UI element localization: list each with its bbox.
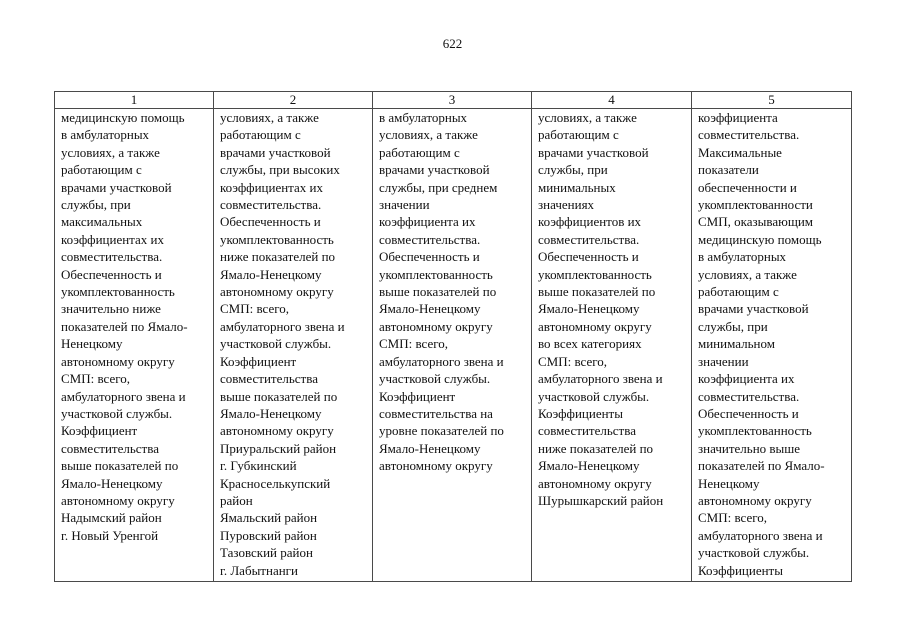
cell-text-line: Ямальский район <box>220 510 318 526</box>
cell-text-line: Ненецкому <box>61 336 123 352</box>
cell-text-line: укомплектованность <box>61 284 175 300</box>
cell-text-line: автономному округу <box>379 318 493 334</box>
cell-text-line: выше показателей по <box>538 284 656 300</box>
cell-text-line: значительно выше <box>698 440 801 456</box>
cell-text-line: Приуральский район <box>220 440 337 456</box>
table-cell-col-2 <box>214 109 373 582</box>
cell-text-line: г. Новый Уренгой <box>61 527 159 543</box>
cell-text-line: амбулаторного звена и <box>379 353 504 369</box>
cell-text-line: укомплектованность <box>698 423 812 439</box>
cell-text-line: коэффициентах их <box>220 179 324 195</box>
cell-text-line: Тазовский район <box>220 545 313 561</box>
cell-text-line: в амбулаторных <box>698 249 787 265</box>
cell-text-line: совместительства. <box>379 231 481 247</box>
cell-text-line: автономному округу <box>61 353 175 369</box>
cell-text-line: автономному округу <box>698 492 812 508</box>
cell-text-line: работающим с <box>379 144 460 160</box>
cell-text-line: службы, при <box>538 162 608 178</box>
cell-text-line: совместительства. <box>698 127 800 143</box>
cell-text-line: коэффициентов их <box>538 214 642 230</box>
cell-text-line: работающим с <box>220 127 301 143</box>
cell-text-line: СМП: всего, <box>379 336 448 352</box>
cell-text-line: ниже показателей по <box>220 249 336 265</box>
table-row <box>55 109 852 582</box>
cell-text-line: службы, при <box>698 318 768 334</box>
column-header-4: 4 <box>532 92 692 109</box>
column-header-5: 5 <box>692 92 852 109</box>
cell-text-line: СМП: всего, <box>220 301 289 317</box>
cell-text-line: врачами участковой <box>538 144 649 160</box>
cell-text-line: совместительства на <box>379 405 493 421</box>
cell-text-line: автономному округу <box>61 492 175 508</box>
cell-text-line: врачами участковой <box>379 162 490 178</box>
cell-text-line: условиях, а также <box>379 127 478 143</box>
cell-text-line: значительно ниже <box>61 301 161 317</box>
cell-text-line: значениях <box>538 197 595 213</box>
cell-text-line: минимальных <box>538 179 616 195</box>
cell-text-line: значении <box>698 353 749 369</box>
column-header-1: 1 <box>55 92 214 109</box>
cell-text-line: совместительства. <box>220 197 322 213</box>
cell-text-line: СМП, оказывающим <box>698 214 814 230</box>
cell-text-line: Ямало-Ненецкому <box>538 458 640 474</box>
cell-text-line: участковой службы. <box>220 336 332 352</box>
cell-text-line: район <box>220 492 253 508</box>
cell-text-line: автономному округу <box>538 318 652 334</box>
cell-text-line: коэффициента <box>698 110 778 125</box>
cell-text-line: амбулаторного звена и <box>698 527 823 543</box>
cell-text-line: СМП: всего, <box>698 510 767 526</box>
cell-text-line: совместительства <box>538 423 636 439</box>
cell-text-line: минимальном <box>698 336 775 352</box>
cell-text-line: автономному округу <box>538 475 652 491</box>
page-number: 622 <box>442 36 463 51</box>
cell-text-line: медицинскую помощь <box>61 110 185 125</box>
cell-text-line: автономному округу <box>379 458 493 474</box>
table-cell-col-1 <box>55 109 214 582</box>
cell-text-line: Обеспеченность и <box>220 214 321 230</box>
cell-text-line: Шурышкарский район <box>538 492 664 508</box>
cell-text-line: совместительства <box>220 371 318 387</box>
cell-text-line: совместительства. <box>61 249 163 265</box>
cell-text-line: коэффициента их <box>379 214 476 230</box>
cell-text-line: уровне показателей по <box>379 423 504 439</box>
cell-text-line: участковой службы. <box>61 405 173 421</box>
cell-text-line: Обеспеченность и <box>61 266 162 282</box>
cell-text-line: Коэффициент <box>220 353 297 369</box>
cell-text-line: г. Лабытнанги <box>220 562 298 578</box>
cell-text-line: работающим с <box>698 284 779 300</box>
cell-text-line: участковой службы. <box>538 388 650 404</box>
table-cell-col-4 <box>532 109 692 582</box>
column-header-2: 2 <box>214 92 373 109</box>
cell-text-line: условиях, а также <box>538 110 637 125</box>
cell-text-line: амбулаторного звена и <box>61 388 186 404</box>
data-table <box>54 91 852 582</box>
cell-text-line: Красноселькупский <box>220 475 331 491</box>
cell-text-line: Ямало-Ненецкому <box>379 301 481 317</box>
cell-text-line: Коэффициент <box>61 423 138 439</box>
cell-text-line: участковой службы. <box>698 545 810 561</box>
cell-text-line: Обеспеченность и <box>538 249 639 265</box>
column-header-3: 3 <box>373 92 532 109</box>
cell-text-line: коэффициента их <box>698 371 795 387</box>
cell-text-line: Ямало-Ненецкому <box>61 475 163 491</box>
cell-text-line: амбулаторного звена и <box>220 318 345 334</box>
cell-text-line: показатели <box>698 162 759 178</box>
cell-text-line: Коэффициенты <box>698 562 783 578</box>
cell-text-line: максимальных <box>61 214 143 230</box>
cell-text-line: Ямало-Ненецкому <box>538 301 640 317</box>
cell-text-line: Максимальные <box>698 144 782 160</box>
cell-text-line: службы, при среднем <box>379 179 498 195</box>
cell-text-line: врачами участковой <box>698 301 809 317</box>
cell-text-line: совместительства. <box>538 231 640 247</box>
cell-text-line: условиях, а также <box>698 266 797 282</box>
cell-text-line: совместительства <box>61 440 159 456</box>
cell-text-line: укомплектованность <box>538 266 652 282</box>
cell-text-line: условиях, а также <box>61 144 160 160</box>
cell-text-line: Ямало-Ненецкому <box>379 440 481 456</box>
cell-text-line: участковой службы. <box>379 371 491 387</box>
cell-text-line: Коэффициенты <box>538 405 623 421</box>
cell-text-line: коэффициентах их <box>61 231 165 247</box>
table-cell-col-3 <box>373 109 532 582</box>
cell-text-line: СМП: всего, <box>61 371 130 387</box>
table-cell-col-5 <box>692 109 852 582</box>
cell-text-line: службы, при высоких <box>220 162 340 178</box>
cell-text-line: в амбулаторных <box>61 127 150 143</box>
cell-text-line: Ямало-Ненецкому <box>220 405 322 421</box>
cell-text-line: укомплектованность <box>379 266 493 282</box>
cell-text-line: СМП: всего, <box>538 353 607 369</box>
header-row <box>55 92 852 109</box>
cell-text-line: в амбулаторных <box>379 110 468 125</box>
cell-text-line: показателей по Ямало- <box>698 458 825 474</box>
cell-text-line: г. Губкинский <box>220 458 297 474</box>
cell-text-line: выше показателей по <box>61 458 179 474</box>
cell-text-line: работающим с <box>538 127 619 143</box>
cell-text-line: Обеспеченность и <box>379 249 480 265</box>
cell-text-line: выше показателей по <box>220 388 338 404</box>
cell-text-line: Ненецкому <box>698 475 760 491</box>
cell-text-line: Пуровский район <box>220 527 317 543</box>
cell-text-line: автономному округу <box>220 284 334 300</box>
cell-text-line: укомплектованности <box>698 197 813 213</box>
cell-text-line: амбулаторного звена и <box>538 371 663 387</box>
cell-text-line: службы, при <box>61 197 131 213</box>
cell-text-line: во всех категориях <box>538 336 642 352</box>
cell-text-line: Надымский район <box>61 510 162 526</box>
cell-text-line: медицинскую помощь <box>698 231 822 247</box>
cell-text-line: укомплектованность <box>220 231 334 247</box>
cell-text-line: выше показателей по <box>379 284 497 300</box>
cell-text-line: врачами участковой <box>220 144 331 160</box>
cell-text-line: работающим с <box>61 162 142 178</box>
cell-text-line: значении <box>379 197 430 213</box>
cell-text-line: обеспеченности и <box>698 179 797 195</box>
cell-text-line: совместительства. <box>698 388 800 404</box>
cell-text-line: ниже показателей по <box>538 440 654 456</box>
cell-text-line: Коэффициент <box>379 388 456 404</box>
cell-text-line: показателей по Ямало- <box>61 318 188 334</box>
cell-text-line: условиях, а также <box>220 110 319 125</box>
cell-text-line: врачами участковой <box>61 179 172 195</box>
cell-text-line: Ямало-Ненецкому <box>220 266 322 282</box>
cell-text-line: Обеспеченность и <box>698 405 799 421</box>
cell-text-line: автономному округу <box>220 423 334 439</box>
